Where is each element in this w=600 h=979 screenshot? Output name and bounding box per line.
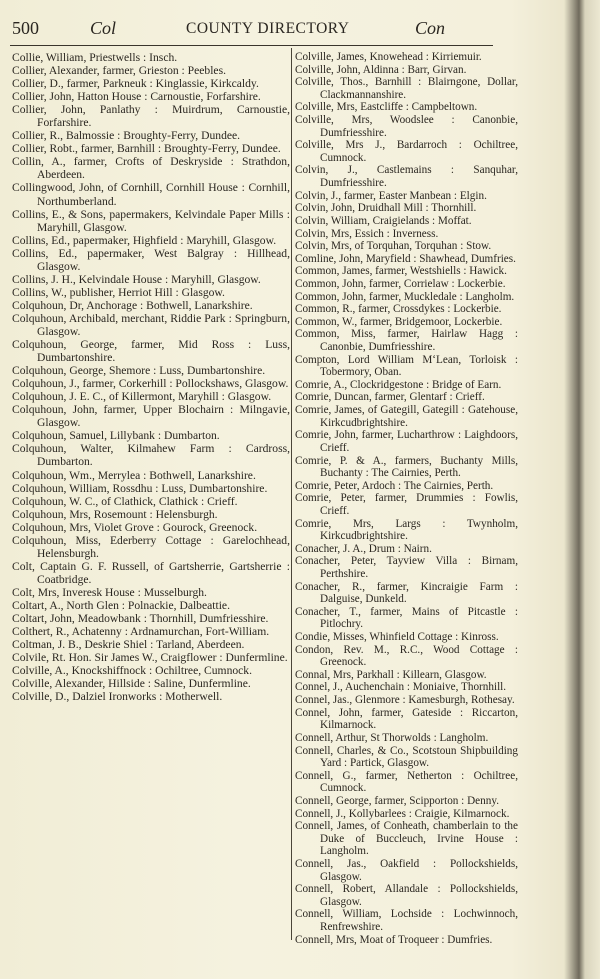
directory-entry: Collier, Robt., farmer, Barnhill : Broughty-Ferry, Dundee. [12,142,281,156]
directory-entry: Connel, J., Auchenchain : Moniaive, Thornhill. [295,681,507,694]
directory-entry: Coltart, John, Meadowbank : Thornhill, Dumfriesshire. [12,612,269,626]
directory-entry: Colvin, J., Castlemains : Sanquhar, Dumfriesshire. [295,164,518,190]
directory-entry: Colville, Mrs, Eastcliffe : Campbeltown. [295,101,478,114]
directory-entry: Comrie, Duncan, farmer, Glentarf : Crieff. [295,391,485,404]
directory-entry: Comline, John, Maryfield : Shawhead, Dumfries. [295,252,516,265]
directory-entry: Conacher, R., farmer, Kincraigie Farm : Dalguise, Dunkeld. [295,580,518,606]
directory-entry: Colville, John, Aldinna : Barr, Girvan. [295,63,467,76]
directory-entry: Colvin, William, Craigielands : Moffat. [295,214,472,227]
directory-entry: Conacher, T., farmer, Mains of Pitcastle : Pitlochry. [295,605,518,631]
directory-entry: Common, John, farmer, Muckledale : Langholm. [295,290,515,303]
directory-entry: Colquhoun, Miss, Ederberry Cottage : Garelochhead, Helensburgh. [12,533,290,560]
directory-entry: Common, John, farmer, Corrielaw : Lockerbie. [295,277,506,290]
directory-entry: Conacher, J. A., Drum : Nairn. [295,542,432,555]
guide-word-left: Col [90,18,117,38]
directory-entry: Comrie, Mrs, Largs : Twynholm, Kirkcudbrightshire. [295,517,518,543]
directory-entry: Colquhoun, William, Rossdhu : Luss, Dumbartonshire. [12,481,268,495]
directory-entry: Connal, Mrs, Parkhall : Killearn, Glasgow. [295,668,487,681]
directory-entry: Colvin, Mrs, of Torquhan, Torquhan : Stow. [295,240,492,253]
right-column [295,51,518,946]
directory-entry: Comrie, A., Clockridgestone : Bridge of Earn. [295,378,502,391]
directory-entry: Colville, A., Knockshiffnock : Ochiltree, Cumnock. [12,664,252,678]
directory-entry: Compton, Lord William M‘Lean, Torloisk : Tobermory, Oban. [295,353,518,379]
directory-entry: Connell, James, of Conheath, chamberlain to the Duke of Buccleuch, Irvine House : Langholm. [295,820,518,858]
directory-entry: Colquhoun, George, farmer, Mid Ross : Luss, Dumbartonshire. [12,338,290,365]
directory-entry: Collins, J. H., Kelvindale House : Maryhill, Glasgow. [12,272,261,286]
directory-entry: Colquhoun, J., farmer, Corkerhill : Pollockshaws, Glasgow. [12,377,289,391]
directory-entry: Collier, D., farmer, Parkneuk : Kinglassie, Kirkcaldy. [12,77,259,91]
directory-entry: Colvin, Mrs, Essich : Inverness. [295,227,439,240]
directory-entry: Colquhoun, Archibald, merchant, Riddie Park : Springburn, Glasgow. [12,311,290,338]
directory-entry: Common, W., farmer, Bridgemoor, Lockerbie. [295,315,503,328]
directory-entry: Collins, W., publisher, Herriot Hill : Glasgow. [12,285,225,299]
directory-entry: Colquhoun, Mrs, Violet Grove : Gourock, Greenock. [12,520,258,534]
directory-entry: Coltart, A., North Glen : Polnackie, Dalbeattie. [12,598,230,612]
directory-entry: Coltman, J. B., Deskrie Shiel : Tarland, Aberdeen. [12,638,245,652]
directory-entry: Common, James, farmer, Westshiells : Hawick. [295,265,507,278]
directory-entry: Common, R., farmer, Crossdykes : Lockerbie. [295,303,502,316]
directory-entry: Collier, John, Hatton House : Carnoustie, Forfarshire. [12,90,261,104]
directory-entry: Comrie, James, of Gategill, Gategill : Gatehouse, Kirkcudbrightshire. [295,404,518,429]
directory-entry: Collier, Alexander, farmer, Grieston : Peebles. [12,64,226,78]
directory-entry: Connell, G., farmer, Netherton : Ochiltree, Cumnock. [295,769,518,795]
directory-entry: Connell, J., Kollybarlees : Craigie, Kilmarnock. [295,807,510,820]
directory-entry: Connell, George, farmer, Scipporton : Denny. [295,794,499,807]
directory-entry: Colquhoun, Samuel, Lillybank : Dumbarton. [12,429,220,443]
directory-entry: Colquhoun, George, Shemore : Luss, Dumbartonshire. [12,364,266,378]
directory-entry: Collin, A., farmer, Crofts of Deskryside : Strathdon, Aberdeen. [12,155,290,182]
directory-entry: Connell, William, Lochside : Lochwinnoch, Renfrewshire. [295,908,518,934]
directory-entry: Colquhoun, J. E. C., of Killermont, Maryhill : Glasgow. [12,390,272,404]
directory-entry: Collier, John, Panlathy : Muirdrum, Carnoustie, Forfarshire. [12,103,290,130]
directory-entry: Colthert, R., Achatenny : Ardnamurchan, Fort-William. [12,625,270,639]
directory-entry: Colvin, J., farmer, Easter Manbean : Elgin. [295,189,487,202]
directory-entry: Connell, Robert, Allandale : Pollockshields, Glasgow. [295,883,518,908]
running-title: COUNTY DIRECTORY [186,20,350,37]
directory-entry: Connell, Jas., Oakfield : Pollockshields, Glasgow. [295,858,518,883]
directory-entry: Colville, Mrs, Woodslee : Canonbie, Dumfriesshire. [295,114,518,139]
directory-entry: Colquhoun, Dr, Anchorage : Bothwell, Lanarkshire. [12,298,253,312]
directory-entry: Comrie, P. & A., farmers, Buchanty Mills, Buchanty : The Cairnies, Perth. [295,454,518,480]
directory-entry: Collins, E., & Sons, papermakers, Kelvindale Paper Mills : Maryhill, Glasgow. [12,207,290,234]
page-header [10,18,498,40]
directory-entry: Colville, Alexander, Hillside : Saline, Dunfermline. [12,677,251,691]
directory-entry: Collie, William, Priestwells : Insch. [12,51,178,64]
directory-entry: Colquhoun, Mrs, Rosemount : Helensburgh. [12,507,218,521]
page-number: 500 [12,18,39,38]
directory-entry: Connel, John, farmer, Gateside : Riccarton, Kilmarnock. [295,706,518,732]
directory-entry: Colquhoun, Walter, Kilmahew Farm : Cardross, Dumbarton. [12,442,290,469]
directory-entry: Connell, Charles, & Co., Scotstoun Shipbuilding Yard : Partick, Glasgow. [295,744,518,770]
guide-word-right: Con [415,18,446,38]
directory-entry: Colvin, John, Druidhall Mill : Thornhill. [295,202,477,215]
directory-entry: Connel, Jas., Glenmore : Kamesburgh, Rothesay. [295,694,515,707]
directory-entry: Colt, Mrs, Inveresk House : Musselburgh. [12,585,207,599]
directory-entry: Colvile, Rt. Hon. Sir James W., Craigflower : Dunfermline. [12,651,288,665]
directory-entry: Condon, Rev. M., R.C., Wood Cottage : Greenock. [295,643,518,669]
directory-entry: Colville, D., Dalziel Ironworks : Motherwell. [12,690,223,704]
header-rule [10,45,493,46]
directory-entry: Collins, Ed., papermaker, West Balgray : Hillhead, Glasgow. [12,246,290,273]
directory-entry: Connell, Arthur, St Thorwolds : Langholm. [295,731,489,744]
directory-entry: Colville, Mrs J., Bardarroch : Ochiltree, Cumnock. [295,139,518,164]
directory-entry: Colquhoun, Wm., Merrylea : Bothwell, Lanarkshire. [12,468,256,482]
directory-entry: Conacher, Peter, Tayview Villa : Birnam, Perthshire. [295,555,518,580]
directory-entry: Comrie, Peter, Ardoch : The Cairnies, Perth. [295,479,494,492]
directory-entry: Colquhoun, W. C., of Clathick, Clathick : Crieff. [12,494,238,508]
directory-entry: Collingwood, John, of Cornhill, Cornhill House : Cornhill, Northumberland. [12,181,290,208]
directory-entry: Collins, Ed., papermaker, Highfield : Maryhill, Glasgow. [12,233,277,247]
directory-entry: Common, Miss, farmer, Hairlaw Hagg : Canonbie, Dumfriesshire. [295,328,518,354]
directory-entry: Condie, Misses, Whinfield Cottage : Kinross. [295,631,499,644]
left-column [12,51,290,703]
directory-entry: Connell, Mrs, Moat of Troqueer : Dumfries. [295,933,493,946]
directory-entry: Collier, R., Balmossie : Broughty-Ferry, Dundee. [12,129,241,143]
directory-entry: Comrie, John, farmer, Lucharthrow : Laighdoors, Crieff. [295,429,518,454]
directory-entry: Colville, James, Knowehead : Kirriemuir. [295,51,482,63]
column-divider [291,48,292,940]
directory-entry: Colville, Thos., Barnhill : Blairngone, Dollar, Clackmannanshire. [295,76,518,101]
directory-entry: Colt, Captain G. F. Russell, of Gartsherrie, Gartsherrie : Coatbridge. [12,559,290,586]
directory-entry: Colquhoun, John, farmer, Upper Blochairn : Milngavie, Glasgow. [12,403,290,430]
directory-entry: Comrie, Peter, farmer, Drummies : Fowlis, Crieff. [295,492,518,517]
